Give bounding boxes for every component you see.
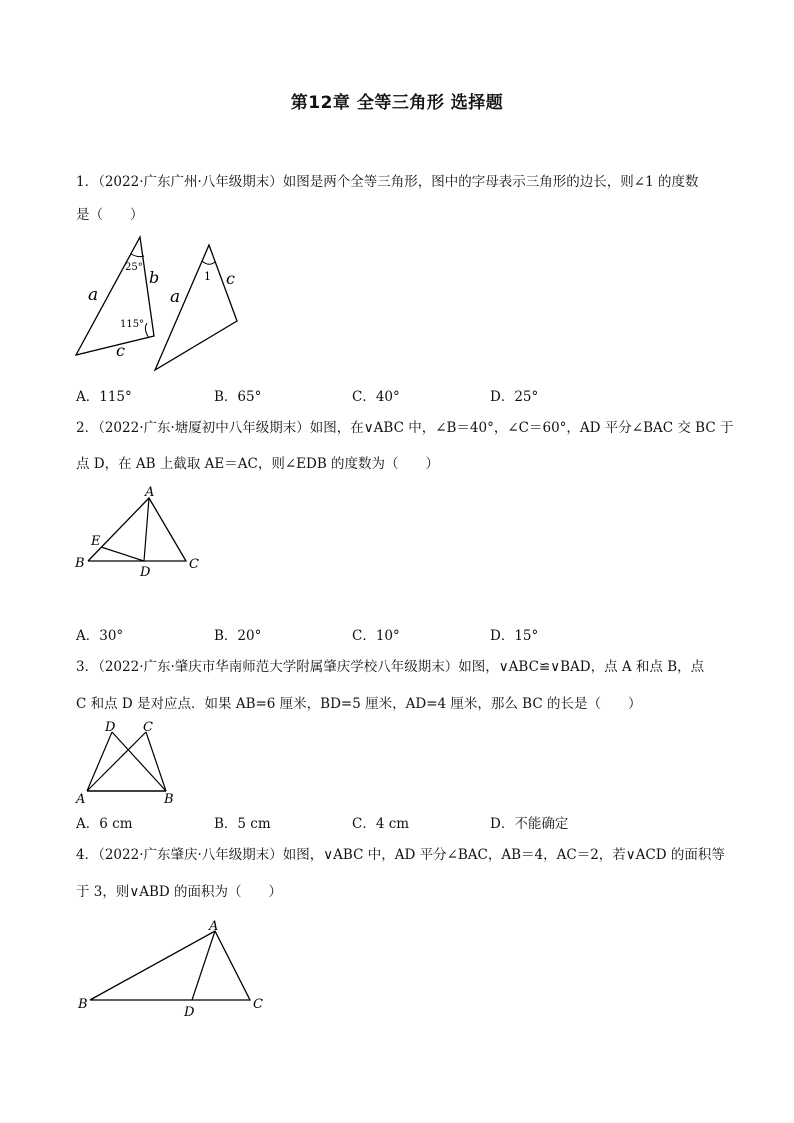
question-3-option-d: D．不能确定 <box>490 816 569 832</box>
label-point-c: C <box>253 997 263 1012</box>
label-point-c: C <box>143 720 153 735</box>
label-point-a: A <box>209 919 219 934</box>
question-1-option-c: C．40° <box>352 389 400 405</box>
question-1-line-2: 是（ ） <box>76 207 144 223</box>
question-2-option-d: D．15° <box>490 628 539 644</box>
question-2-option-a: A．30° <box>76 628 124 644</box>
label-c1: c <box>116 341 125 360</box>
question-4-line-2: 于 3，则∨ABD 的面积为（ ） <box>76 884 283 900</box>
label-angle-1: 1 <box>204 270 211 283</box>
segment-ac <box>87 732 146 791</box>
label-c2: c <box>226 269 235 288</box>
question-2-option-c: C．10° <box>352 628 400 644</box>
question-3-line-2: C 和点 D 是对应点．如果 AB=6 厘米，BD=5 厘米，AD=4 厘米，那么 BC 的长是（ ） <box>76 696 642 712</box>
question-4-line-1: 4．（2022·广东肇庆·八年级期末）如图，∨ABC 中，AD 平分∠BAC，AB＝4，AC＝2，若∨ACD 的面积等 <box>76 847 725 863</box>
label-a2: a <box>170 287 181 307</box>
question-1-line-1: 1．（2022·广东广州·八年级期末）如图是两个全等三角形，图中的字母表示三角形的边长，则∠1 的度数 <box>76 174 699 190</box>
question-1-option-a: A．115° <box>76 389 132 405</box>
triangle-2 <box>155 245 237 370</box>
label-point-a: A <box>76 792 86 807</box>
question-3-option-a: A．6 cm <box>76 816 133 832</box>
label-angle-25: 25° <box>125 262 143 273</box>
question-3-option-c: C．4 cm <box>352 816 410 832</box>
question-2-figure <box>70 484 210 584</box>
question-1-option-d: D．25° <box>490 389 539 405</box>
angle-arc-115 <box>145 323 149 338</box>
question-4-figure <box>70 915 280 1029</box>
question-1-figure <box>70 232 250 381</box>
label-point-b: B <box>164 792 174 807</box>
question-2-option-b: B．20° <box>214 628 262 644</box>
label-b1: b <box>149 268 160 287</box>
label-angle-115: 115° <box>120 319 145 330</box>
segment-ed <box>101 547 144 561</box>
label-point-d: D <box>140 565 151 580</box>
label-point-c: C <box>189 557 199 572</box>
segment-ad <box>144 498 149 561</box>
question-2-line-2: 点 D，在 AB 上截取 AE＝AC，则∠EDB 的度数为（ ） <box>76 456 440 472</box>
label-point-b: B <box>78 997 88 1012</box>
label-point-d: D <box>105 720 116 735</box>
question-3-line-1: 3．（2022·广东·肇庆市华南师范大学附属肇庆学校八年级期末）如图，∨ABC≌∨BAD，点 A 和点 B，点 <box>76 659 705 675</box>
triangle-abc <box>90 931 250 1000</box>
triangle-abc <box>88 498 186 561</box>
label-a1: a <box>88 285 99 305</box>
segment-cb <box>146 732 166 791</box>
question-3-figure <box>70 717 190 813</box>
page-title: 第12章 全等三角形 选择题 <box>290 93 504 113</box>
question-1-option-b: B．65° <box>214 389 262 405</box>
question-3-option-b: B．5 cm <box>214 816 271 832</box>
question-2-line-1: 2．（2022·广东·塘厦初中八年级期末）如图，在∨ABC 中，∠B＝40°，∠C＝60°，AD 平分∠BAC 交 BC 于 <box>76 420 734 436</box>
label-point-e: E <box>91 534 101 549</box>
angle-arc-1 <box>202 261 215 264</box>
label-point-a: A <box>145 485 155 500</box>
segment-ad <box>87 732 112 791</box>
segment-db <box>112 732 166 791</box>
label-point-d: D <box>184 1005 195 1020</box>
label-point-b: B <box>75 556 85 571</box>
